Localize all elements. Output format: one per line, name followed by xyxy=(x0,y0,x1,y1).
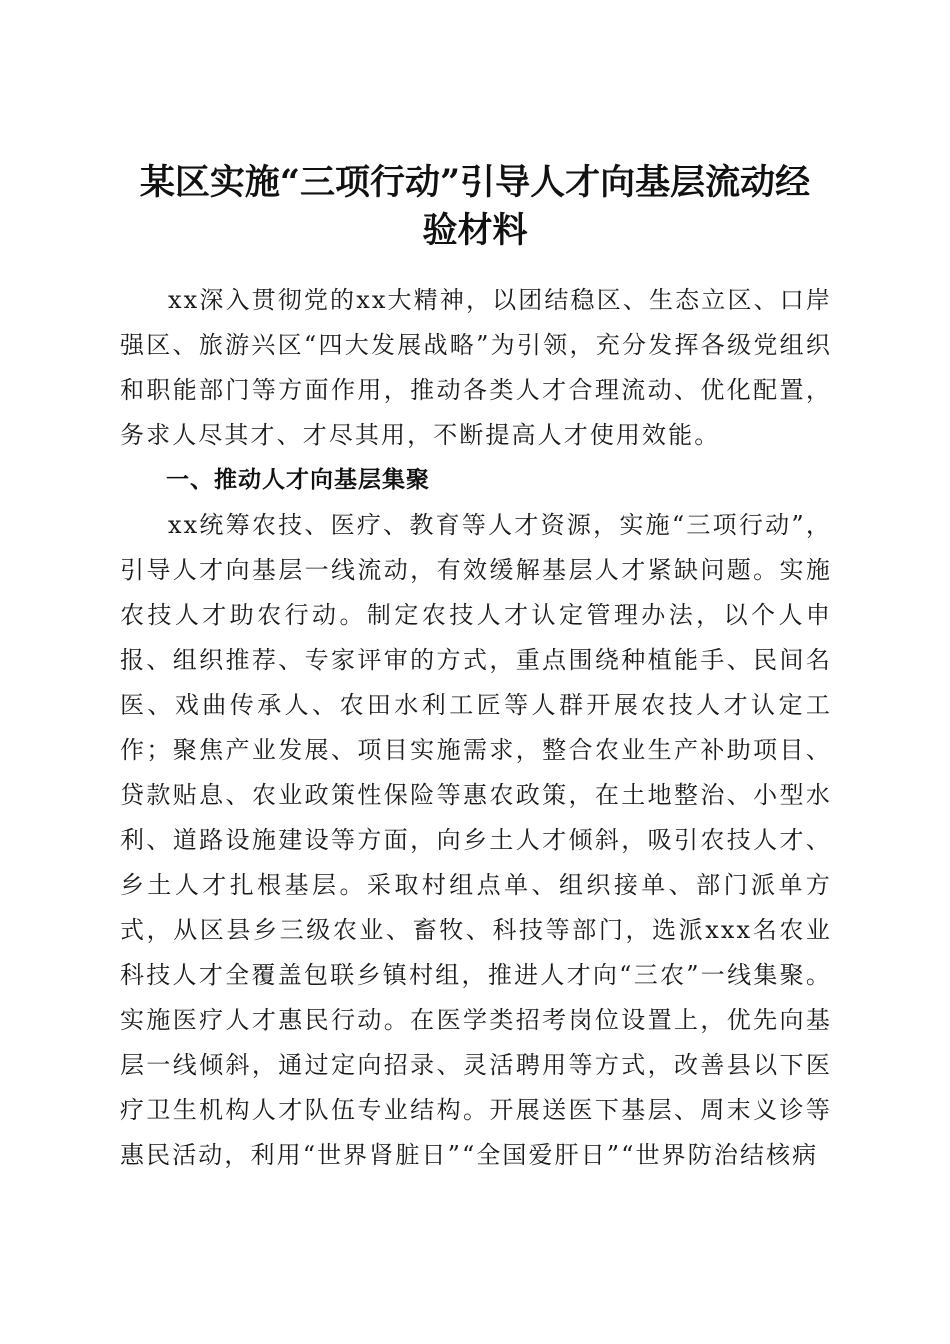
section-heading: 一、推动人才向基层集聚 xyxy=(166,467,430,493)
section-paragraph: xx统筹农技、医疗、教育等人才资源，实施“三项行动”，引导人才向基层一线流动，有效缓解基层人才紧缺问题。实施农技人才助农行动。制定农技人才认定管理办法，以个人申报、组织推荐、专家评审的方式，重点围绕种植能手、民间名医、戏曲传承人、农田水利工匠等人群开展农技人才认定工作；聚焦产业发展、项目实施需求，整合农业生产补助项目、贷款贴息、农业政策性保险等惠农政策，在土地整治、小型水利、道路设施建设等方面，向乡土人才倾斜，吸引农技人才、乡土人才扎根基层。采取村组点单、组织接单、部门派单方式，从区县乡三级农业、畜牧、科技等部门，选派xxx名农业科技人才全覆盖包联乡镇村组，推进人才向“三农”一线集聚。实施医疗人才惠民行动。在医学类招考岗位设置上，优先向基层一线倾斜，通过定向招录、灵活聘用等方式，改善县以下医疗卫生机构人才队伍专业结构。开展送医下基层、周末义诊等惠民活动，利用“世界肾脏日”“全国爱肝日”“世界防治结核病 xyxy=(120,511,832,1169)
title-line-1: 某区实施“三项行动”引导人才向基层流动经 xyxy=(139,162,811,204)
intro-paragraph: xx深入贯彻党的xx大精神，以团结稳区、生态立区、口岸强区、旅游兴区“四大发展战略”为引领，充分发挥各级党组织和职能部门等方面作用，推动各类人才合理流动、优化配置，务求人尽其才、才尽其用，不断提高人才使用效能。 xyxy=(120,286,832,449)
document-body xyxy=(120,278,832,1178)
title-line-2: 验材料 xyxy=(422,210,528,252)
document-title xyxy=(100,159,850,255)
